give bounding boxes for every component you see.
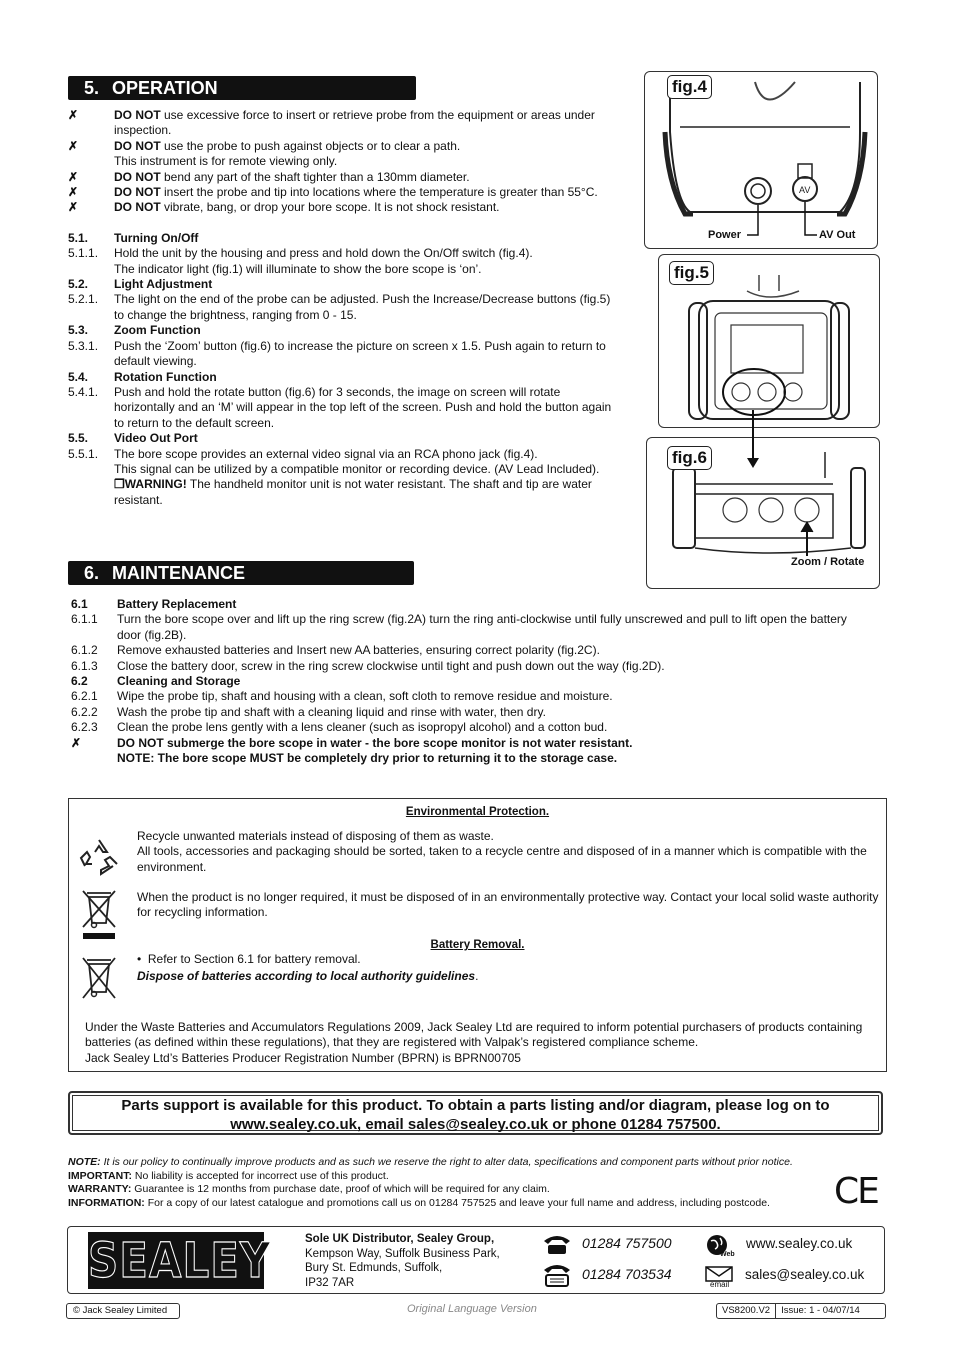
connector-arrow — [722, 408, 782, 488]
section-heading: 5.3. Zoom Function — [68, 323, 201, 338]
recycle-icon — [75, 834, 123, 882]
parts-line2: www.sealey.co.uk, email sales@sealey.co.uk or phone 01284 757500. — [230, 1116, 721, 1133]
av-out-caption: AV Out — [819, 229, 856, 241]
section-number: 6. — [84, 563, 100, 583]
recycle-line1: Recycle unwanted materials instead of disposing of them as waste. — [137, 829, 494, 843]
recycle-line2: All tools, accessories and packaging should be sorted, taken to a recycle centre and disposed of in a manner which is compatible with the environment. — [137, 844, 867, 874]
fax-number[interactable]: 01284 703534 — [582, 1266, 672, 1282]
cross-icon: ✗ — [68, 200, 79, 215]
distributor-name: Sole UK Distributor, Sealey Group, — [305, 1233, 495, 1245]
version-code: VS8200.V2 — [717, 1304, 776, 1318]
cross-icon: ✗ — [68, 169, 79, 184]
power-caption: Power — [708, 229, 742, 241]
warning-item: ✗ DO NOT use excessive force to insert or retrieve probe from the equipment or areas under inspection. — [68, 108, 595, 138]
fig4-label: fig.4 — [667, 75, 712, 99]
legal-notes — [68, 1156, 868, 1210]
zoom-rotate-caption: Zoom / Rotate — [791, 556, 865, 568]
important-line: IMPORTANT: No liability is accepted for incorrect use of this product. — [68, 1169, 389, 1182]
parts-line1: Parts support is available for this product. To obtain a parts listing and/or diagram, please log on to — [121, 1097, 830, 1114]
warning-item: ✗ DO NOT vibrate, bang, or drop your bore scope. It is not shock resistant. — [68, 200, 500, 215]
battery-bullet: • Refer to Section 6.1 for battery removal. — [137, 952, 361, 966]
section-title: OPERATION — [112, 78, 218, 98]
cross-icon: ✗ — [71, 735, 82, 750]
language-version: Original Language Version — [407, 1303, 537, 1315]
list-item: 6.2.1 Wipe the probe tip, shaft and housing with a clean, soft cloth to remove residue and moisture. — [71, 689, 613, 704]
section-heading: 5.5. Video Out Port — [68, 431, 198, 446]
email-icon-label: email — [710, 1280, 730, 1289]
warning-item: ✗ DO NOT use the probe to push against objects or to clear a path. This instrument is for remote viewing only. — [68, 138, 461, 169]
battery-removal-title: Battery Removal. — [430, 939, 525, 951]
list-item: 6.1.1 Turn the bore scope over and lift up the ring screw (fig.2A) turn the ring anti-clockwise until fully unscrewed and pull to lift open the battery door (fig.2B). — [71, 612, 847, 642]
environment-text — [137, 829, 885, 875]
fig5-label: fig.5 — [669, 261, 714, 285]
address-line: IP32 7AR — [305, 1276, 355, 1289]
note-line: NOTE: It is our policy to continually improve products and as such we reserve the right to alter data, specifications and component parts without prior notice. — [68, 1156, 793, 1168]
disposal-text: When the product is no longer required, it must be disposed of in an environmentally protective way. Contact your local solid waste authority for recycling information. — [137, 890, 879, 920]
operation-header — [68, 76, 416, 100]
final-warning: ✗ DO NOT submerge the bore scope in water - the bore scope monitor is not water resistant. NOTE: The bore scope MUST be completely dry prior to returning it to the storage case. — [71, 735, 633, 766]
phone-icon — [542, 1233, 572, 1255]
list-item: 5.3.1. Push the ‘Zoom’ button (fig.6) to increase the picture on screen x 1.5. Push again to return to default viewing. — [68, 338, 606, 369]
web-icon-label: Web — [720, 1251, 735, 1258]
list-item: 5.5.1. The bore scope provides an external video signal via an RCA phono jack (fig.4). This signal can be utilized by a compatible monitor or recording device. (AV Lead Included). — [68, 446, 600, 476]
svg-text:AV: AV — [799, 185, 811, 195]
address-line: Kempson Way, Suffolk Business Park, — [305, 1247, 500, 1260]
battery-bin-icon — [79, 954, 119, 1002]
copyright-box: © Jack Sealey Limited — [66, 1303, 180, 1319]
regulations-para: Under the Waste Batteries and Accumulators Regulations 2009, Jack Sealey Ltd are required to inform potential purchasers of products containing batteries (as defined within these regulations), that they are registered with Valpak’s registered compliance scheme. — [85, 1020, 863, 1050]
section-number: 5. — [84, 78, 100, 98]
list-item: 6.1.3 Close the battery door, screw in the ring screw clockwise until tight and push down out the way (fig.2D). — [71, 658, 665, 673]
section-heading: 5.1. Turning On/Off — [68, 230, 199, 245]
section-heading: 6.2 Cleaning and Storage — [71, 674, 241, 689]
section-heading: 6.1 Battery Replacement — [71, 597, 237, 611]
email-link[interactable]: sales@sealey.co.uk — [745, 1267, 865, 1282]
warning-item: ✗ DO NOT bend any part of the shaft tighter than a 130mm diameter. — [68, 169, 470, 184]
list-item: 6.2.2 Wash the probe tip and shaft with a cleaning liquid and rinse with water, then dry. — [71, 704, 546, 719]
figure-4 — [644, 71, 878, 249]
address-line: Bury St. Edmunds, Suffolk, — [305, 1262, 443, 1274]
fax-icon — [542, 1262, 572, 1288]
operation-content — [68, 108, 616, 508]
list-item: 5.1.1. Hold the unit by the housing and press and hold down the On/Off switch (fig.4). The indicator light (fig.1) will illuminate to show the bore scope is ‘on’. — [68, 246, 533, 276]
environment-title: Environmental Protection. — [405, 806, 550, 818]
regulations-text — [85, 1020, 875, 1066]
website-link[interactable]: www.sealey.co.uk — [746, 1236, 853, 1251]
maintenance-header — [68, 561, 414, 585]
section-heading: 5.2. Light Adjustment — [68, 277, 213, 292]
cross-icon: ✗ — [68, 138, 79, 153]
warning-item: ✗ DO NOT insert the probe and tip into locations where the temperature is greater than 55°C. — [68, 185, 598, 200]
issue-date: Issue: 1 - 04/07/14 — [781, 1305, 860, 1316]
section-title: MAINTENANCE — [112, 563, 245, 583]
section-heading: 5.4. Rotation Function — [68, 369, 217, 384]
ce-mark: CE — [834, 1171, 878, 1212]
list-item: 5.2.1. The light on the end of the probe can be adjusted. Push the Increase/Decrease buttons (fig.5) to change the brightness, ranging from 0 - 15. — [68, 292, 611, 322]
warranty-line: WARRANTY: Guarantee is 12 months from purchase date, proof of which will be required for any claim. — [68, 1183, 550, 1196]
cross-icon: ✗ — [68, 108, 79, 122]
cross-icon: ✗ — [68, 185, 79, 200]
fig6-label: fig.6 — [667, 446, 712, 470]
list-item: 6.1.2 Remove exhausted batteries and Insert new AA batteries, ensuring correct polarity (fig.2C). — [71, 643, 600, 658]
bullet-icon: • — [137, 952, 148, 966]
version-box — [716, 1303, 886, 1319]
list-item: 5.4.1. Push and hold the rotate button (fig.6) for 3 seconds, the image on screen will rotate horizontally and an ‘M’ will appear in the top left of the screen. Push and hold the button again to return to the default screen. — [68, 384, 612, 430]
parts-support-box — [68, 1091, 883, 1135]
phone-number[interactable]: 01284 757500 — [582, 1235, 672, 1251]
list-item: 6.2.3 Clean the probe lens gently with a lens cleaner (such as isopropyl alcohol) and a cotton bud. — [71, 720, 608, 735]
information-line: INFORMATION: For a copy of our latest catalogue and promotions call us on 01284 757525 and leave your full name and address, including postcode. — [68, 1196, 770, 1209]
figure-5 — [658, 254, 880, 428]
distributor-address — [305, 1232, 500, 1290]
maintenance-content — [71, 597, 871, 766]
bprn-line: Jack Sealey Ltd’s Batteries Producer Registration Number (BPRN) is BPRN00705 — [85, 1050, 521, 1065]
sealey-logo: SEALEY — [88, 1232, 272, 1289]
warning-note: ❒WARNING! The handheld monitor unit is not water resistant. The shaft and tip are water resistant. — [114, 477, 592, 507]
environment-box — [68, 798, 887, 1072]
battery-dispose: Dispose of batteries according to local authority guidelines. — [137, 969, 479, 983]
footer-box — [67, 1226, 885, 1294]
